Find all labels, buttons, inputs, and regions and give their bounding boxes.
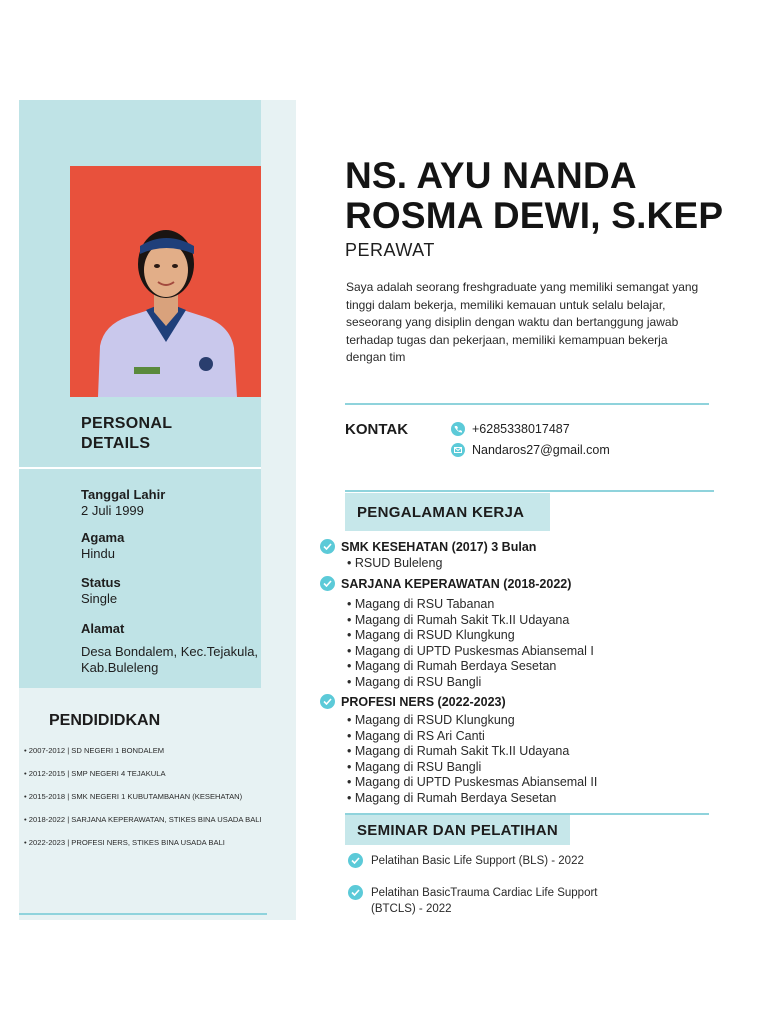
job-item: • Magang di Rumah Sakit Tk.II Udayana xyxy=(347,744,597,760)
job-item: • Magang di UPTD Puskesmas Abiansemal I xyxy=(347,644,594,660)
education-heading: PENDIDIDKAN xyxy=(49,712,161,729)
job-item: • Magang di RSUD Klungkung xyxy=(347,628,594,644)
experience-heading: PENGALAMAN KERJA xyxy=(345,493,550,531)
job-entry-smk xyxy=(320,539,536,554)
seminar-item xyxy=(348,885,638,917)
phone-icon xyxy=(451,422,465,436)
religion-label: Agama xyxy=(81,530,125,545)
job-title: PROFESI NERS (2022-2023) xyxy=(341,694,506,709)
sidebar-divider xyxy=(19,467,261,469)
education-item: • 2007-2012 | SD NEGERI 1 BONDALEM xyxy=(24,746,262,769)
job-item: • Magang di RSU Bangli xyxy=(347,760,597,776)
religion-block xyxy=(81,530,124,562)
education-item: • 2012-2015 | SMP NEGERI 4 TEJAKULA xyxy=(24,769,262,792)
seminar-text: Pelatihan Basic Life Support (BLS) - 2022 xyxy=(371,855,584,867)
job-item: • Magang di Rumah Sakit Tk.II Udayana xyxy=(347,613,594,629)
address-line1: Desa Bondalem, Kec.Tejakula, xyxy=(81,644,259,659)
dob-block xyxy=(81,487,165,519)
address-line2: Kab.Buleleng xyxy=(81,660,159,675)
status-value: Single xyxy=(81,591,118,606)
personal-heading-line2: DETAILS xyxy=(81,435,151,452)
name-line2: ROSMA DEWI, S.KEP xyxy=(345,195,724,236)
email-row xyxy=(451,443,610,457)
email-text[interactable]: Nandaros27@gmail.com xyxy=(472,443,610,457)
job-item: • Magang di Rumah Berdaya Sesetan xyxy=(347,659,594,675)
check-icon xyxy=(320,576,335,591)
address-label: Alamat xyxy=(81,621,125,636)
dob-label: Tanggal Lahir xyxy=(81,487,166,502)
full-name xyxy=(345,156,723,236)
nurse-portrait-image xyxy=(70,166,261,397)
job-item: • Magang di RSU Bangli xyxy=(347,675,594,691)
check-icon xyxy=(348,885,363,900)
job-item: • Magang di RS Ari Canti xyxy=(347,729,597,745)
seminar-heading: SEMINAR DAN PELATIHAN xyxy=(345,815,570,845)
personal-details-heading xyxy=(81,414,172,454)
education-item: • 2015-2018 | SMK NEGERI 1 KUBUTAMBAHAN (KESEHATAN) xyxy=(24,792,262,815)
check-icon xyxy=(320,694,335,709)
address-block xyxy=(81,621,258,676)
experience-rule xyxy=(345,490,714,492)
phone-row xyxy=(451,422,570,436)
job-items-smk xyxy=(347,556,442,572)
job-role: PERAWAT xyxy=(345,240,435,260)
job-items-sarjana xyxy=(347,597,594,691)
job-item: • Magang di RSU Tabanan xyxy=(347,597,594,613)
job-items-ners xyxy=(347,713,597,807)
sidebar-bottom-rule xyxy=(19,913,267,915)
job-item: • Magang di UPTD Puskesmas Abiansemal II xyxy=(347,775,597,791)
check-icon xyxy=(320,539,335,554)
profile-summary: Saya adalah seorang freshgraduate yang memiliki semangat yang tinggi dalam bekerja, memiliki kemauan untuk selalu belajar, seseorang yang disiplin dengan waktu dan bertanggung jawab terhadap tugas dan pekerjaan, memiliki kemampuan bekerja dengan tim xyxy=(346,280,699,364)
job-item: • Magang di Rumah Berdaya Sesetan xyxy=(347,791,597,807)
personal-heading-line1: PERSONAL xyxy=(81,415,173,432)
phone-text[interactable]: +6285338017487 xyxy=(472,422,570,436)
status-block xyxy=(81,575,121,607)
contact-heading: KONTAK xyxy=(345,421,409,438)
education-item: • 2022-2023 | PROFESI NERS, STIKES BINA USADA BALI xyxy=(24,838,262,861)
religion-value: Hindu xyxy=(81,546,115,561)
email-icon xyxy=(451,443,465,457)
name-line1: NS. AYU NANDA xyxy=(345,155,637,196)
job-entry-ners xyxy=(320,694,506,709)
summary-rule xyxy=(345,403,709,405)
education-list xyxy=(24,746,262,861)
job-item: • RSUD Buleleng xyxy=(347,556,442,572)
seminar-text: Pelatihan BasicTrauma Cardiac Life Support (BTCLS) - 2022 xyxy=(371,887,598,915)
status-label: Status xyxy=(81,575,121,590)
check-icon xyxy=(348,853,363,868)
seminar-item xyxy=(348,853,638,869)
education-item: • 2018-2022 | SARJANA KEPERAWATAN, STIKES BINA USADA BALI xyxy=(24,815,262,838)
profile-photo xyxy=(70,166,261,397)
job-title: SMK KESEHATAN (2017) 3 Bulan xyxy=(341,539,537,554)
dob-value: 2 Juli 1999 xyxy=(81,503,144,518)
job-item: • Magang di RSUD Klungkung xyxy=(347,713,597,729)
job-entry-sarjana xyxy=(320,576,571,591)
job-title: SARJANA KEPERAWATAN (2018-2022) xyxy=(341,576,572,591)
